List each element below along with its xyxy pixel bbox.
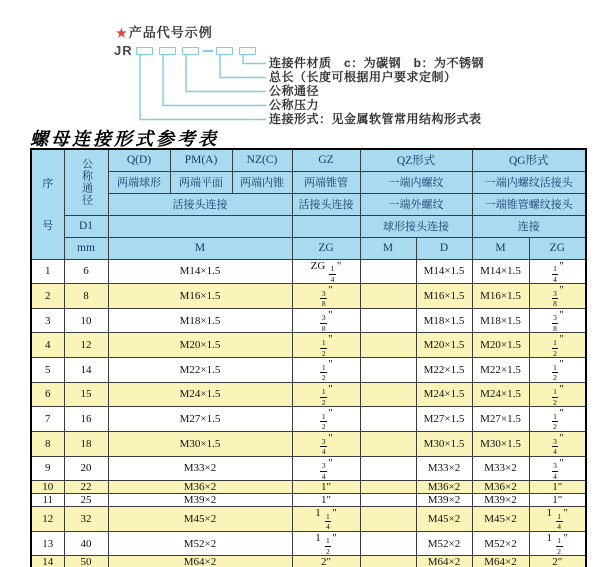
cell-qg-m: M22×1.5 <box>472 358 529 383</box>
cell-qz-d: M36×2 <box>416 481 472 494</box>
header-code-qg: QG形式 <box>472 149 586 171</box>
cell-seq: 9 <box>31 456 64 481</box>
table-title: 螺母连接形式参考表 <box>30 129 219 149</box>
cell-qg-m: M24×1.5 <box>472 382 529 407</box>
cell-qz-d: M20×1.5 <box>416 333 472 358</box>
cell-qz-m <box>360 333 416 358</box>
nut-connection-table <box>30 148 587 567</box>
cell-qz-m <box>360 507 416 532</box>
fraction: $\frac{3}{4}$ <box>321 461 326 481</box>
leader-line-material <box>243 55 266 64</box>
table-row <box>31 494 586 507</box>
header-dn: 公称通径 <box>64 149 108 215</box>
cell-qz-d: M30×1.5 <box>416 431 472 456</box>
label-pressure: 公称压力 <box>269 98 320 112</box>
cell-seq: 7 <box>31 407 64 432</box>
cell-qg-zg: $\frac{1}{4}$ " <box>529 259 586 284</box>
cell-qg-m: M20×1.5 <box>472 333 529 358</box>
cell-qg-m: M52×2 <box>472 531 529 556</box>
cell-qz-d: M33×2 <box>416 456 472 481</box>
cell-gz: 1" <box>292 494 360 507</box>
cell-seq: 8 <box>31 431 64 456</box>
cell-m: M52×2 <box>108 531 292 556</box>
header-code-qd: Q(D) <box>108 149 170 171</box>
cell-gz: 1" <box>292 481 360 494</box>
cell-qg-zg: 1" <box>529 481 586 494</box>
header-code-qz: QZ形式 <box>360 149 472 171</box>
cell-qg-zg: $\frac{1}{2}$ " <box>529 333 586 358</box>
header-unit-zg: ZG <box>292 237 360 259</box>
leader-line-connection <box>140 55 266 120</box>
header-unit-qg-zg: ZG <box>529 237 586 259</box>
header-row-joint <box>31 193 586 215</box>
cell-qz-m <box>360 431 416 456</box>
cell-qg-zg: $\frac{3}{4}$ " <box>529 431 586 456</box>
label-length: 总长（长度可根据用户要求定制） <box>269 70 457 84</box>
fraction: $\frac{1}{4}$ <box>330 264 335 284</box>
cell-dn: 12 <box>64 333 108 358</box>
header-desc-qg: 一端内螺纹活接头 <box>472 171 586 193</box>
header-empty-m <box>108 215 292 237</box>
cell-qz-m <box>360 308 416 333</box>
cell-qz-m <box>360 531 416 556</box>
cell-seq: 12 <box>31 507 64 532</box>
cell-gz: $\frac{3}{4}$ " <box>292 431 360 456</box>
code-box-5 <box>239 47 256 55</box>
fraction: $\frac{1}{2}$ <box>553 387 557 407</box>
cell-m: M36×2 <box>108 481 292 494</box>
table-row <box>31 333 586 358</box>
table-row <box>31 481 586 494</box>
fraction: $\frac{1}{4}$ <box>557 511 561 532</box>
cell-qg-m: M18×1.5 <box>472 308 529 333</box>
cell-m: M20×1.5 <box>108 333 292 358</box>
cell-dn: 20 <box>64 456 108 481</box>
cell-qg-m: M16×1.5 <box>472 284 529 309</box>
cell-qg-m: M33×2 <box>472 456 529 481</box>
cell-qz-d: M16×1.5 <box>416 284 472 309</box>
header-unit-m: M <box>108 237 292 259</box>
fraction: $\frac{3}{4}$ <box>553 461 557 481</box>
cell-qg-zg: $\frac{1}{2}$ " <box>529 407 586 432</box>
header-row-codes <box>31 149 586 171</box>
cell-qg-m: M30×1.5 <box>472 431 529 456</box>
header-desc-gz: 两端锥管 <box>292 171 360 193</box>
table-row <box>31 382 586 407</box>
header-seq-char-2: 号 <box>42 220 54 233</box>
header-unit-qg-m: M <box>472 237 529 259</box>
header-conn-qg: 连接 <box>472 215 586 237</box>
diagram-heading <box>116 22 213 41</box>
cell-m: M24×1.5 <box>108 382 292 407</box>
table-row <box>31 407 586 432</box>
cell-qg-zg: $\frac{3}{4}$ " <box>529 456 586 481</box>
table-header <box>31 149 586 259</box>
cell-m: M45×2 <box>108 507 292 532</box>
cell-qg-zg: 2" <box>529 556 586 567</box>
cell-qg-m: M64×2 <box>472 556 529 567</box>
cell-gz: ZG $\frac{1}{4}$ " <box>292 259 360 284</box>
fraction: $\frac{3}{4}$ <box>553 436 557 456</box>
cell-dn: 50 <box>64 556 108 567</box>
fraction: $\frac{1}{4}$ <box>326 511 330 532</box>
cell-qz-m <box>360 259 416 284</box>
header-joint-qpn: 活接头连接 <box>108 193 292 215</box>
cell-qg-zg: 1 $\frac{1}{4}$ " <box>529 507 586 532</box>
header-d1: D1 <box>64 215 108 237</box>
leader-line-length <box>220 55 266 78</box>
cell-qz-m <box>360 407 416 432</box>
header-seq <box>31 149 64 259</box>
cell-m: M33×2 <box>108 456 292 481</box>
cell-m: M27×1.5 <box>108 407 292 432</box>
table-row <box>31 456 586 481</box>
cell-m: M14×1.5 <box>108 259 292 284</box>
cell-seq: 6 <box>31 382 64 407</box>
fraction: $\frac{3}{8}$ <box>553 313 557 333</box>
cell-seq: 5 <box>31 358 64 383</box>
fraction: $\frac{1}{2}$ <box>553 411 557 432</box>
cell-dn: 8 <box>64 284 108 309</box>
header-code-pma: PM(A) <box>170 149 232 171</box>
cell-qz-m <box>360 481 416 494</box>
header-desc-nzc: 两端内锥 <box>232 171 292 193</box>
cell-dn: 15 <box>64 382 108 407</box>
fraction: $\frac{1}{2}$ <box>321 387 326 407</box>
cell-seq: 1 <box>31 259 64 284</box>
cell-qz-m <box>360 556 416 567</box>
header-mm: mm <box>64 237 108 259</box>
cell-qg-m: M39×2 <box>472 494 529 507</box>
table-row <box>31 284 586 309</box>
cell-gz: $\frac{1}{2}$ " <box>292 407 360 432</box>
header-row-d1 <box>31 215 586 237</box>
cell-dn: 10 <box>64 308 108 333</box>
cell-gz: $\frac{1}{2}$ " <box>292 333 360 358</box>
cell-gz: 2" <box>292 556 360 567</box>
fraction: $\frac{1}{2}$ <box>326 536 330 556</box>
cell-qg-zg: 1 $\frac{1}{2}$ " <box>529 531 586 556</box>
cell-qg-m: M36×2 <box>472 481 529 494</box>
code-box-3 <box>182 47 199 55</box>
cell-m: M16×1.5 <box>108 284 292 309</box>
cell-gz: $\frac{3}{8}$ " <box>292 308 360 333</box>
cell-dn: 25 <box>64 494 108 507</box>
code-box-2 <box>159 47 176 55</box>
fraction: $\frac{1}{4}$ <box>553 264 557 284</box>
cell-seq: 11 <box>31 494 64 507</box>
cell-qg-m: M14×1.5 <box>472 259 529 284</box>
header-joint-gz: 活接头连接 <box>292 193 360 215</box>
fraction: $\frac{1}{2}$ <box>321 362 326 383</box>
fraction: $\frac{3}{8}$ <box>321 313 326 333</box>
header-row-units <box>31 237 586 259</box>
header-seq-char-1: 序 <box>42 178 54 191</box>
fraction: $\frac{1}{2}$ <box>553 338 557 358</box>
cell-dn: 40 <box>64 531 108 556</box>
cell-qg-zg: $\frac{1}{2}$ " <box>529 358 586 383</box>
cell-qz-d: M39×2 <box>416 494 472 507</box>
fraction: $\frac{3}{8}$ <box>321 288 326 309</box>
fraction: $\frac{1}{2}$ <box>321 411 326 432</box>
cell-qz-d: M64×2 <box>416 556 472 567</box>
table-body <box>31 259 586 567</box>
fraction: $\frac{3}{4}$ <box>321 436 326 456</box>
cell-qz-m <box>360 284 416 309</box>
header-code-nzc: NZ(C) <box>232 149 292 171</box>
cell-dn: 14 <box>64 358 108 383</box>
cell-qz-m <box>360 456 416 481</box>
cell-gz: $\frac{3}{4}$ " <box>292 456 360 481</box>
header-conn-qz: 球形接头连接 <box>360 215 472 237</box>
cell-qz-m <box>360 358 416 383</box>
cell-m: M39×2 <box>108 494 292 507</box>
header-row-descs <box>31 171 586 193</box>
cell-m: M22×1.5 <box>108 358 292 383</box>
cell-dn: 32 <box>64 507 108 532</box>
code-box-4 <box>216 47 233 55</box>
table-row <box>31 431 586 456</box>
label-diameter: 公称通径 <box>269 84 320 98</box>
cell-qg-zg: 1" <box>529 494 586 507</box>
cell-gz: $\frac{3}{8}$ " <box>292 284 360 309</box>
header-code-gz: GZ <box>292 149 360 171</box>
table-row <box>31 308 586 333</box>
fraction: $\frac{1}{2}$ <box>321 338 326 358</box>
cell-seq: 14 <box>31 556 64 567</box>
table-row <box>31 556 586 567</box>
header-desc-pma: 两端平面 <box>170 171 232 193</box>
cell-qz-d: M52×2 <box>416 531 472 556</box>
cell-seq: 10 <box>31 481 64 494</box>
cell-qz-d: M45×2 <box>416 507 472 532</box>
cell-dn: 6 <box>64 259 108 284</box>
cell-m: M64×2 <box>108 556 292 567</box>
fraction: $\frac{3}{8}$ <box>553 288 557 309</box>
fraction: $\frac{1}{2}$ <box>553 362 557 383</box>
cell-gz: 1 $\frac{1}{4}$ " <box>292 507 360 532</box>
cell-qz-d: M27×1.5 <box>416 407 472 432</box>
leader-line-pressure <box>163 55 266 106</box>
cell-m: M18×1.5 <box>108 308 292 333</box>
cell-qg-zg: $\frac{3}{8}$ " <box>529 308 586 333</box>
cell-qz-d: M14×1.5 <box>416 259 472 284</box>
cell-qg-m: M27×1.5 <box>472 407 529 432</box>
cell-dn: 16 <box>64 407 108 432</box>
table-row <box>31 358 586 383</box>
header-desc-qz: 一端内螺纹 <box>360 171 472 193</box>
cell-qg-zg: $\frac{1}{2}$ " <box>529 382 586 407</box>
cell-qz-d: M22×1.5 <box>416 358 472 383</box>
cell-gz: $\frac{1}{2}$ " <box>292 358 360 383</box>
header-desc-qd: 两端球形 <box>108 171 170 193</box>
header-empty-gz <box>292 215 360 237</box>
cell-qz-m <box>360 382 416 407</box>
table-row <box>31 531 586 556</box>
label-material: 连接件材质 c：为碳钢 b：为不锈钢 <box>269 56 485 70</box>
cell-m: M30×1.5 <box>108 431 292 456</box>
table-row <box>31 259 586 284</box>
cell-seq: 3 <box>31 308 64 333</box>
cell-gz: $\frac{1}{2}$ " <box>292 382 360 407</box>
cell-qz-d: M18×1.5 <box>416 308 472 333</box>
cell-seq: 13 <box>31 531 64 556</box>
cell-dn: 22 <box>64 481 108 494</box>
header-joint-qz: 一端外螺纹 <box>360 193 472 215</box>
header-joint-qg: 一端锥管螺纹接头 <box>472 193 586 215</box>
header-unit-qz-m: M <box>360 237 416 259</box>
code-dash <box>203 50 213 52</box>
cell-qg-m: M45×2 <box>472 507 529 532</box>
code-prefix: JR <box>114 43 133 58</box>
cell-seq: 2 <box>31 284 64 309</box>
cell-qz-m <box>360 494 416 507</box>
cell-qz-d: M24×1.5 <box>416 382 472 407</box>
cell-seq: 4 <box>31 333 64 358</box>
label-connection: 连接形式：见金属软管常用结构形式表 <box>269 112 482 126</box>
product-code-diagram <box>0 0 600 130</box>
table-row <box>31 507 586 532</box>
code-box-1 <box>136 47 153 55</box>
leader-line-diameter <box>186 55 266 92</box>
cell-qg-zg: $\frac{3}{8}$ " <box>529 284 586 309</box>
header-unit-qz-d: D <box>416 237 472 259</box>
fraction: $\frac{1}{2}$ <box>557 536 561 556</box>
cell-gz: 1 $\frac{1}{2}$ " <box>292 531 360 556</box>
star-icon: ★ <box>116 26 128 40</box>
cell-dn: 18 <box>64 431 108 456</box>
diagram-title: 产品代号示例 <box>128 25 213 40</box>
